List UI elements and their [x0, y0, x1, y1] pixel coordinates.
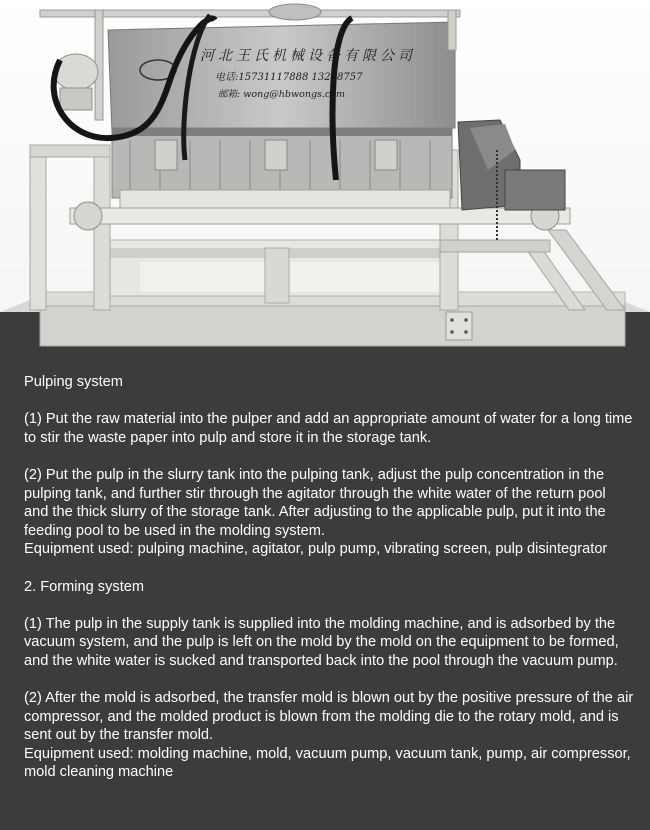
plate-phone: 电话:15731117888 13218757 — [215, 72, 363, 83]
pulping-step-2: (2) Put the pulp in the slurry tank into the pulping tank, adjust the pulp concentration in the pulping tank, and further stir through the agitator through the white water of the return pool and the thick slurry of the storage tank. After adjusting to the applicable pulp, put it into the feeding pool to be used in the molding system. — [24, 466, 606, 539]
pulping-step-1: (1) Put the raw material into the pulper and add an appropriate amount of water for a long time to stir the waste paper into pulp and store it in the storage tank. — [24, 411, 633, 446]
machine-photo — [0, 0, 650, 352]
forming-equipment: Equipment used: molding machine, mold, vacuum pump, vacuum tank, pump, air compressor, mold cleaning machine — [24, 745, 631, 781]
section-heading-forming: 2. Forming system — [24, 578, 145, 595]
description-text — [24, 373, 634, 782]
section-heading-pulping: Pulping system — [24, 374, 123, 390]
plate-email: 邮箱: wong@hbwongs.com — [218, 89, 345, 100]
plate-company-name: 河北王氏机械设备有限公司 — [200, 48, 416, 64]
forming-step-1: (1) The pulp in the supply tank is supplied into the molding machine, and is adsorbed by the vacuum system, and the pulp is left on the mold by the mold on the equipment to be formed, and the white water is sucked and transported back into the pool through the vacuum pump. — [24, 615, 619, 669]
pulping-equipment: Equipment used: pulping machine, agitator, pulp pump, vibrating screen, pulp disintegrator — [24, 541, 608, 558]
forming-step-2: (2) After the mold is adsorbed, the transfer mold is blown out by the positive pressure of the air compressor, and the molded product is blown from the molding die to the rotary mold, and is sent out by the transfer mold. — [24, 690, 634, 744]
